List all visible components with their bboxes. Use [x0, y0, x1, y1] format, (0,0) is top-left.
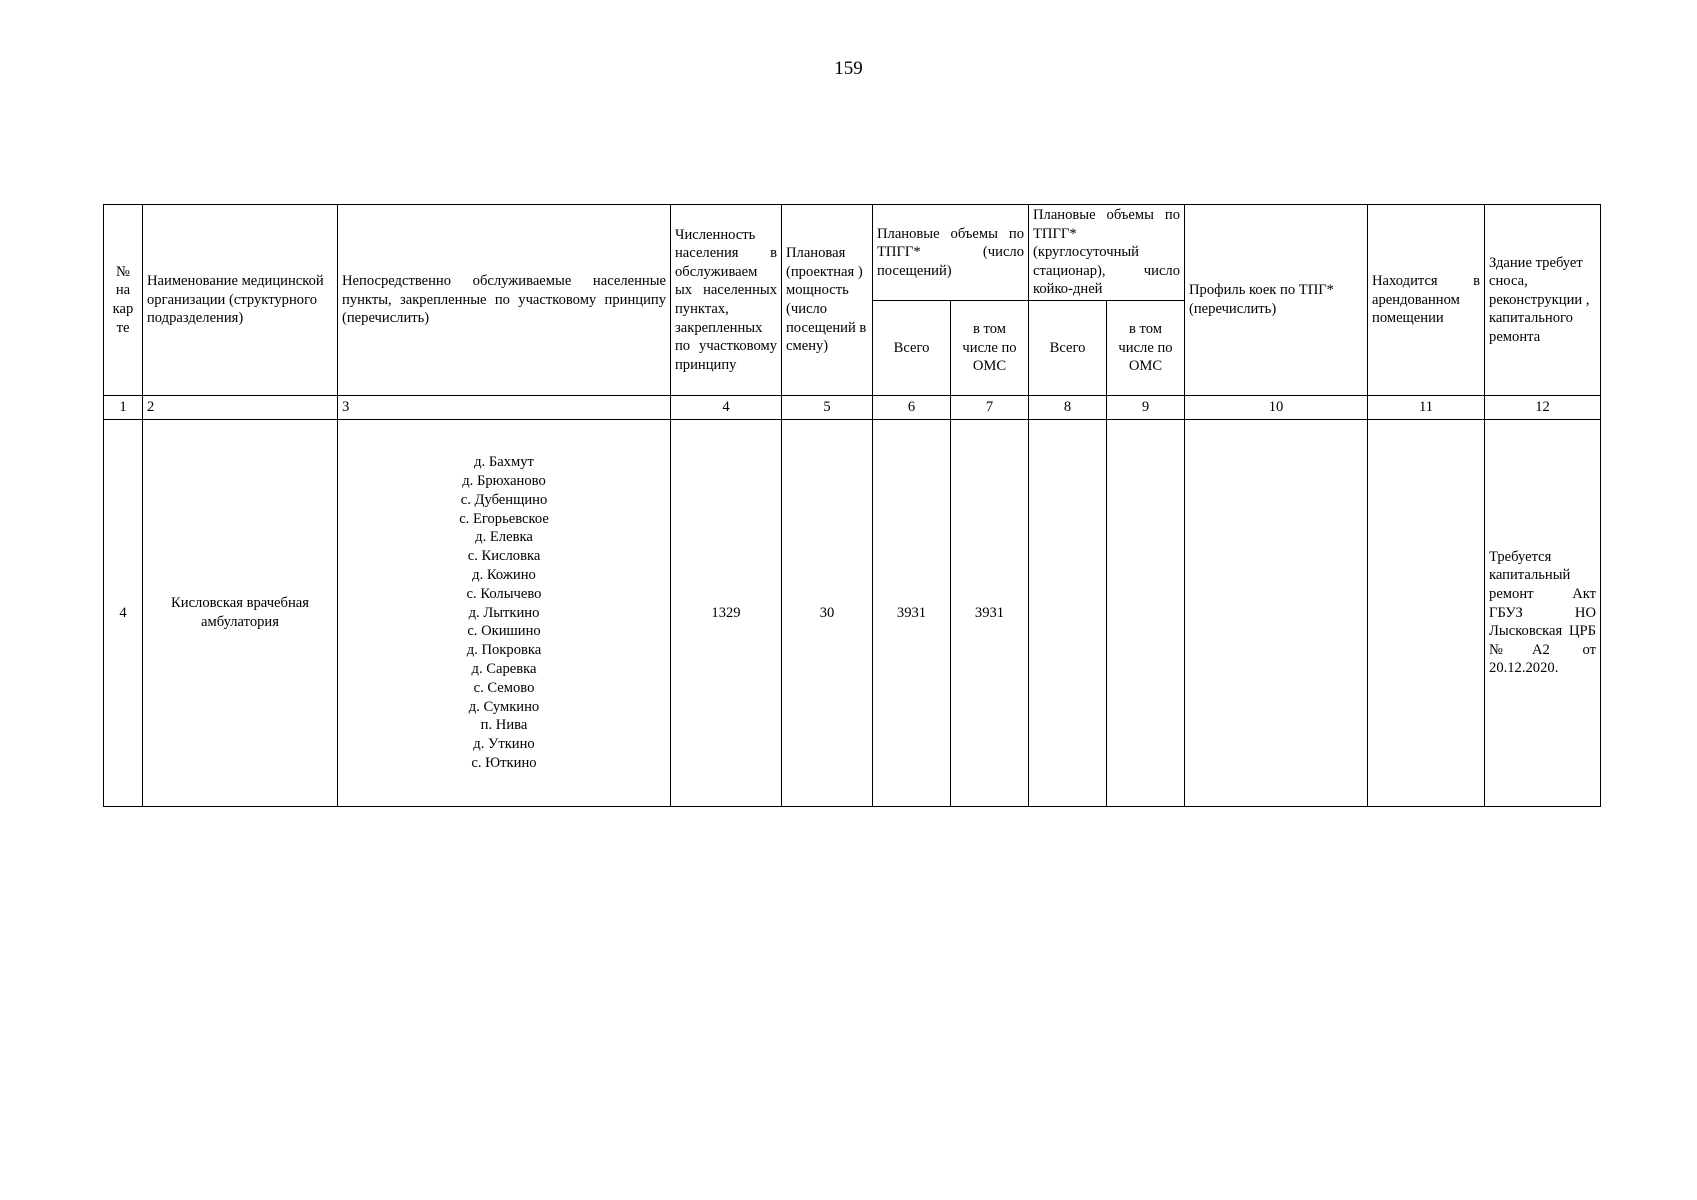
village-item: д. Покровка [466, 642, 542, 659]
header-planned-capacity: Плановая (проектная ) мощность (число посещений в смену) [782, 205, 873, 396]
village-item: д. Лыткино [468, 604, 540, 621]
column-number: 3 [338, 395, 671, 419]
village-item: д. Бахмут [474, 454, 534, 471]
village-item: с. Дубенщино [460, 491, 548, 508]
village-item: с. Окишино [467, 623, 541, 640]
header-beddays-oms: в том числе по ОМС [1107, 300, 1185, 395]
column-number: 2 [143, 395, 338, 419]
row-visits-oms: 3931 [951, 419, 1029, 806]
village-item: д. Саревка [471, 660, 537, 677]
column-number: 10 [1185, 395, 1368, 419]
header-visits-oms: в том числе по ОМС [951, 300, 1029, 395]
header-bed-profile: Профиль коек по ТПГ* (перечислить) [1185, 205, 1368, 396]
row-capacity: 30 [782, 419, 873, 806]
header-planned-beddays-group: Плановые объемы по ТПГГ* (круглосуточный стационар), число койко-дней [1029, 205, 1185, 301]
page-number: 159 [834, 58, 863, 79]
village-item: с. Кисловка [467, 548, 541, 565]
row-bed-profile [1185, 419, 1368, 806]
row-villages-cell [338, 419, 671, 806]
header-visits-total: Всего [873, 300, 951, 395]
row-rented [1368, 419, 1485, 806]
village-item: с. Семово [473, 679, 535, 696]
row-map-number: 4 [104, 419, 143, 806]
header-organization-name: Наименование медицинской организации (структурного подразделения) [143, 205, 338, 396]
village-item: с. Егорьевское [459, 510, 549, 527]
column-number: 11 [1368, 395, 1485, 419]
header-rented-premises: Находится в арендованном помещении [1368, 205, 1485, 396]
header-planned-visits-group: Плановые объемы по ТПГГ* (число посещений) [873, 205, 1029, 301]
column-number: 4 [671, 395, 782, 419]
village-item: д. Сумкино [468, 698, 540, 715]
header-served-settlements: Непосредственно обслуживаемые населенные пункты, закрепленные по участковому принципу (перечислить) [338, 205, 671, 396]
row-organization-name: Кисловская врачебная амбулатория [143, 419, 338, 806]
village-item: с. Юткино [471, 754, 537, 771]
column-numbers-row [104, 395, 1601, 419]
header-row-top [104, 205, 1601, 301]
village-item: с. Колычево [466, 585, 542, 602]
row-visits-total: 3931 [873, 419, 951, 806]
village-item: д. Елевка [475, 529, 533, 546]
village-item: д. Кожино [472, 566, 536, 583]
row-beddays-oms [1107, 419, 1185, 806]
medical-organizations-table [103, 204, 1601, 807]
column-number: 6 [873, 395, 951, 419]
table-row [104, 419, 1601, 806]
row-population: 1329 [671, 419, 782, 806]
header-beddays-total: Всего [1029, 300, 1107, 395]
row-beddays-total [1029, 419, 1107, 806]
village-item: д. Брюханово [462, 472, 546, 489]
village-item: п. Нива [480, 717, 528, 734]
column-number: 8 [1029, 395, 1107, 419]
column-number: 9 [1107, 395, 1185, 419]
column-number: 7 [951, 395, 1029, 419]
village-item: д. Уткино [473, 736, 535, 753]
village-list [342, 453, 666, 773]
header-map-number: № на кар те [104, 205, 143, 396]
row-building-note: Требуется капитальный ремонт Акт ГБУЗ НО Лысковская ЦРБ №А2 от 20.12.2020. [1485, 419, 1601, 806]
column-number: 12 [1485, 395, 1601, 419]
column-number: 5 [782, 395, 873, 419]
header-population: Численность населения в обслуживаем ых населенных пунктах, закрепленных по участковому принципу [671, 205, 782, 396]
column-number: 1 [104, 395, 143, 419]
header-building-condition: Здание требует сноса, реконструкции , капитального ремонта [1485, 205, 1601, 396]
